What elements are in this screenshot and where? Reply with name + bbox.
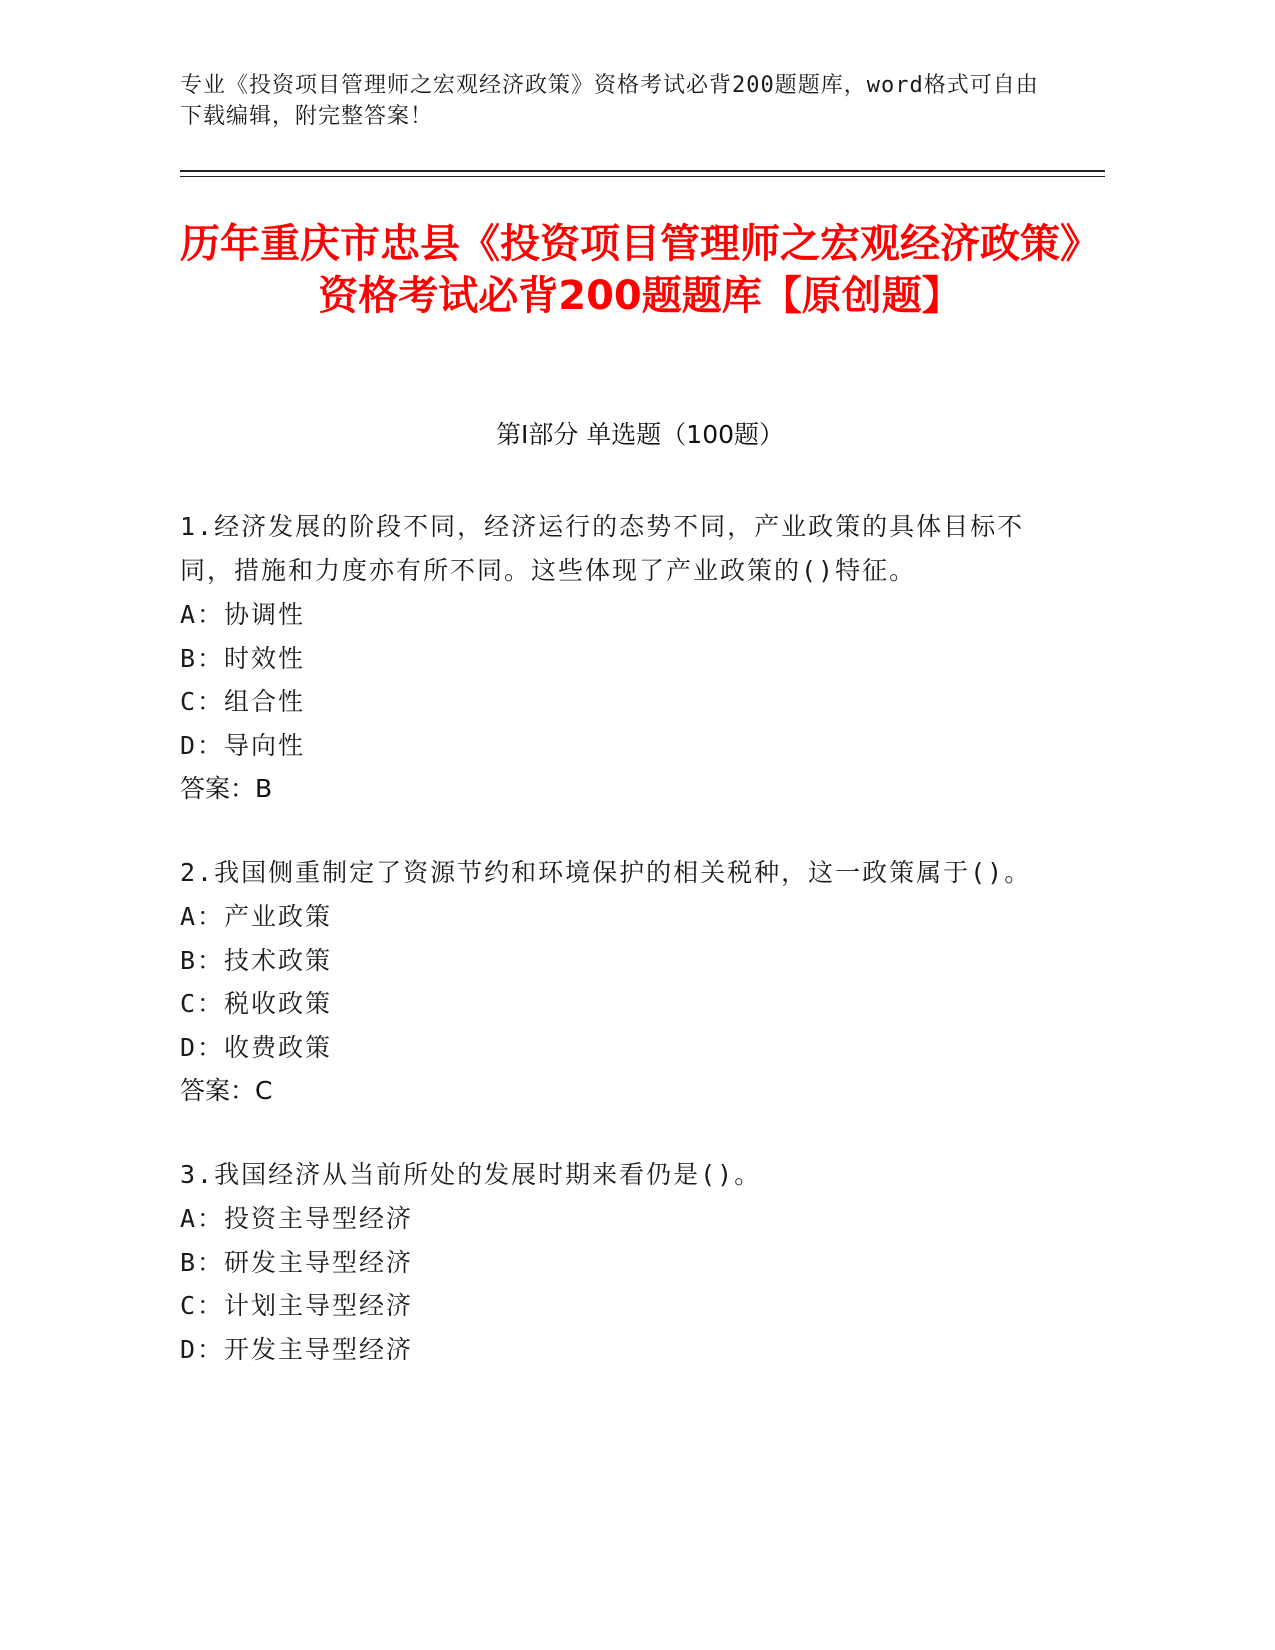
option-a: A：投资主导型经济 [180,1204,414,1233]
option-b: B：时效性 [180,643,306,673]
option-d: D：开发主导型经济 [180,1334,414,1364]
question-1 [180,505,1060,811]
answer: 答案：C [180,1076,273,1105]
question-stem: 2.我国侧重制定了资源节约和环境保护的相关税种，这一政策属于()。 [180,858,1032,887]
question-stem: 1.经济发展的阶段不同，经济运行的态势不同，产业政策的具体目标不同，措施和力度亦有所不同。这些体现了产业政策的()特征。 [180,512,1025,585]
question-list [180,505,1060,1411]
answer: 答案：B [180,774,273,803]
header-rule-thin [180,176,1105,177]
option-a: A：协调性 [180,600,306,629]
option-c: C：计划主导型经济 [180,1291,414,1320]
document-title: 历年重庆市忠县《投资项目管理师之宏观经济政策》资格考试必背200题题库【原创题】 [180,221,1100,319]
option-d: D：收费政策 [180,1032,333,1062]
option-a: A：产业政策 [180,902,333,931]
question-stem: 3.我国经济从当前所处的发展时期来看仍是()。 [180,1160,762,1189]
section-title: 第I部分 单选题（100题） [495,420,785,449]
question-3 [180,1153,1060,1371]
header-rule-thick [180,170,1105,172]
option-c: C：组合性 [180,687,306,716]
option-b: B：研发主导型经济 [180,1247,414,1277]
option-d: D：导向性 [180,730,306,760]
header-note: 专业《投资项目管理师之宏观经济政策》资格考试必背200题题库，word格式可自由下载编辑，附完整答案！ [180,73,1039,129]
question-2 [180,851,1060,1113]
option-b: B：技术政策 [180,945,333,975]
option-c: C：税收政策 [180,989,333,1018]
